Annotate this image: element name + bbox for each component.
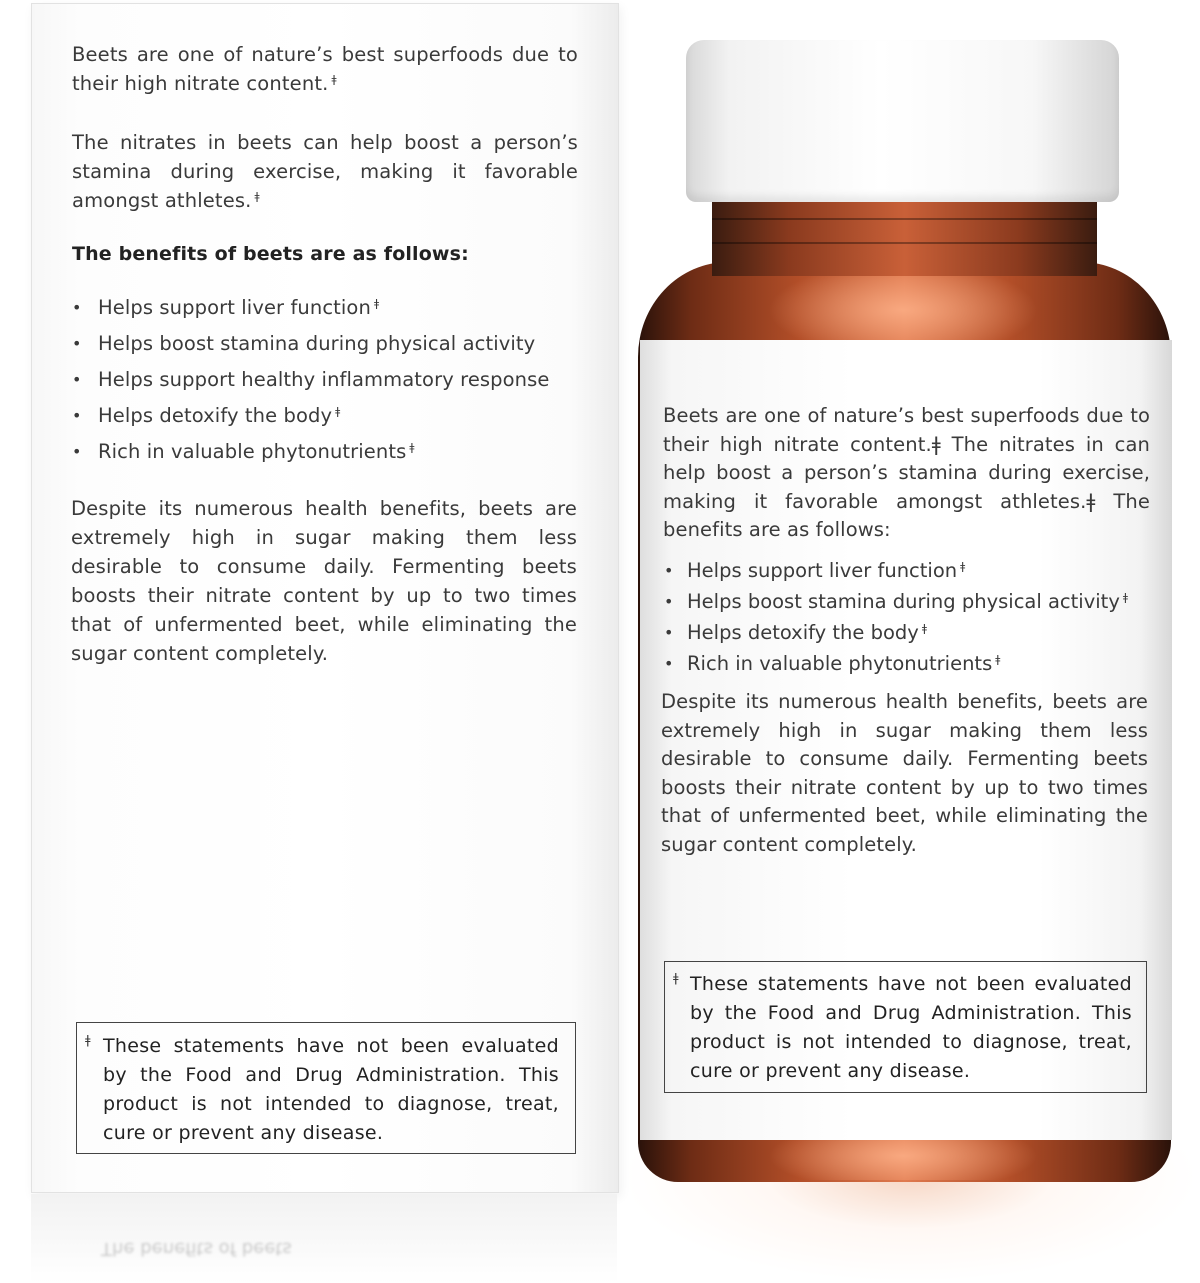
list-item: • Rich in valuable phytonutrients $^ǂ$ (662, 648, 1162, 679)
supplement-box (31, 3, 619, 1193)
list-item: • Helps detoxify the body $^ǂ$ (662, 617, 1162, 648)
neck-thread (712, 218, 1097, 220)
list-item: • Helps boost stamina during physical activity $^ǂ$ (662, 586, 1162, 617)
dagger-mark: ǂ (673, 971, 679, 985)
box-nitrates-text: The nitrates in beets can help boost a person’s stamina during exercise, making it favorable amongst athletes. $^ǂ$ (72, 131, 578, 212)
list-item: • Helps support liver function $^ǂ$ (70, 290, 590, 326)
bottle-cap (686, 40, 1119, 202)
label-disclaimer (664, 961, 1147, 1093)
dagger-mark: ǂ (331, 72, 337, 86)
box-reflection (31, 1194, 617, 1283)
dagger-mark: ǂ (254, 189, 260, 203)
box-disclaimer-text: These statements have not been evaluated by the Food and Drug Administration. This product is not intended to diagnose, treat, cure or prevent any disease. (103, 1035, 559, 1144)
reflection-text: The benefits of beets (101, 1238, 292, 1259)
list-item: • Rich in valuable phytonutrients $^ǂ$ (70, 434, 590, 470)
list-item: • Helps detoxify the body $^ǂ$ (70, 398, 590, 434)
list-item: • Helps boost stamina during physical activity (70, 326, 590, 362)
dagger-mark: ǂ (85, 1033, 91, 1047)
label-fermenting-text: Despite its numerous health benefits, beets are extremely high in sugar making them less desirable to consume daily. Fermenting beets boosts their nitrate content by up to two times that of unfermented beet, while eliminating the sugar content completely. (661, 690, 1148, 856)
box-benefits-list (70, 290, 590, 470)
label-disclaimer-text: These statements have not been evaluated by the Food and Drug Administration. This product is not intended to diagnose, treat, cure or prevent any disease. (690, 973, 1132, 1082)
label-benefits-list (662, 555, 1162, 679)
neck-thread (712, 242, 1097, 244)
box-disclaimer (76, 1022, 576, 1154)
box-fermenting-text: Despite its numerous health benefits, beets are extremely high in sugar making them less desirable to consume daily. Fermenting beets boosts their nitrate content by up to two times that of unfermented beet, while eliminating the sugar content completely. (71, 497, 577, 665)
label-intro-text: Beets are one of nature’s best superfoods due to their high nitrate content.ǂ The nitrates in can help boost a person’s stamina during exercise, making it favorable amongst athletes.ǂ The benefits are as follows: (663, 404, 1150, 541)
box-intro-text: Beets are one of nature’s best superfoods due to their high nitrate content. $^ǂ$ (72, 43, 578, 95)
bottle-label (640, 340, 1172, 1140)
box-benefits-heading: The benefits of beets are as follows: (72, 243, 469, 265)
bottle-neck (712, 196, 1097, 276)
list-item: • Helps support liver function $^ǂ$ (662, 555, 1162, 586)
list-item: • Helps support healthy inflammatory response (70, 362, 590, 398)
